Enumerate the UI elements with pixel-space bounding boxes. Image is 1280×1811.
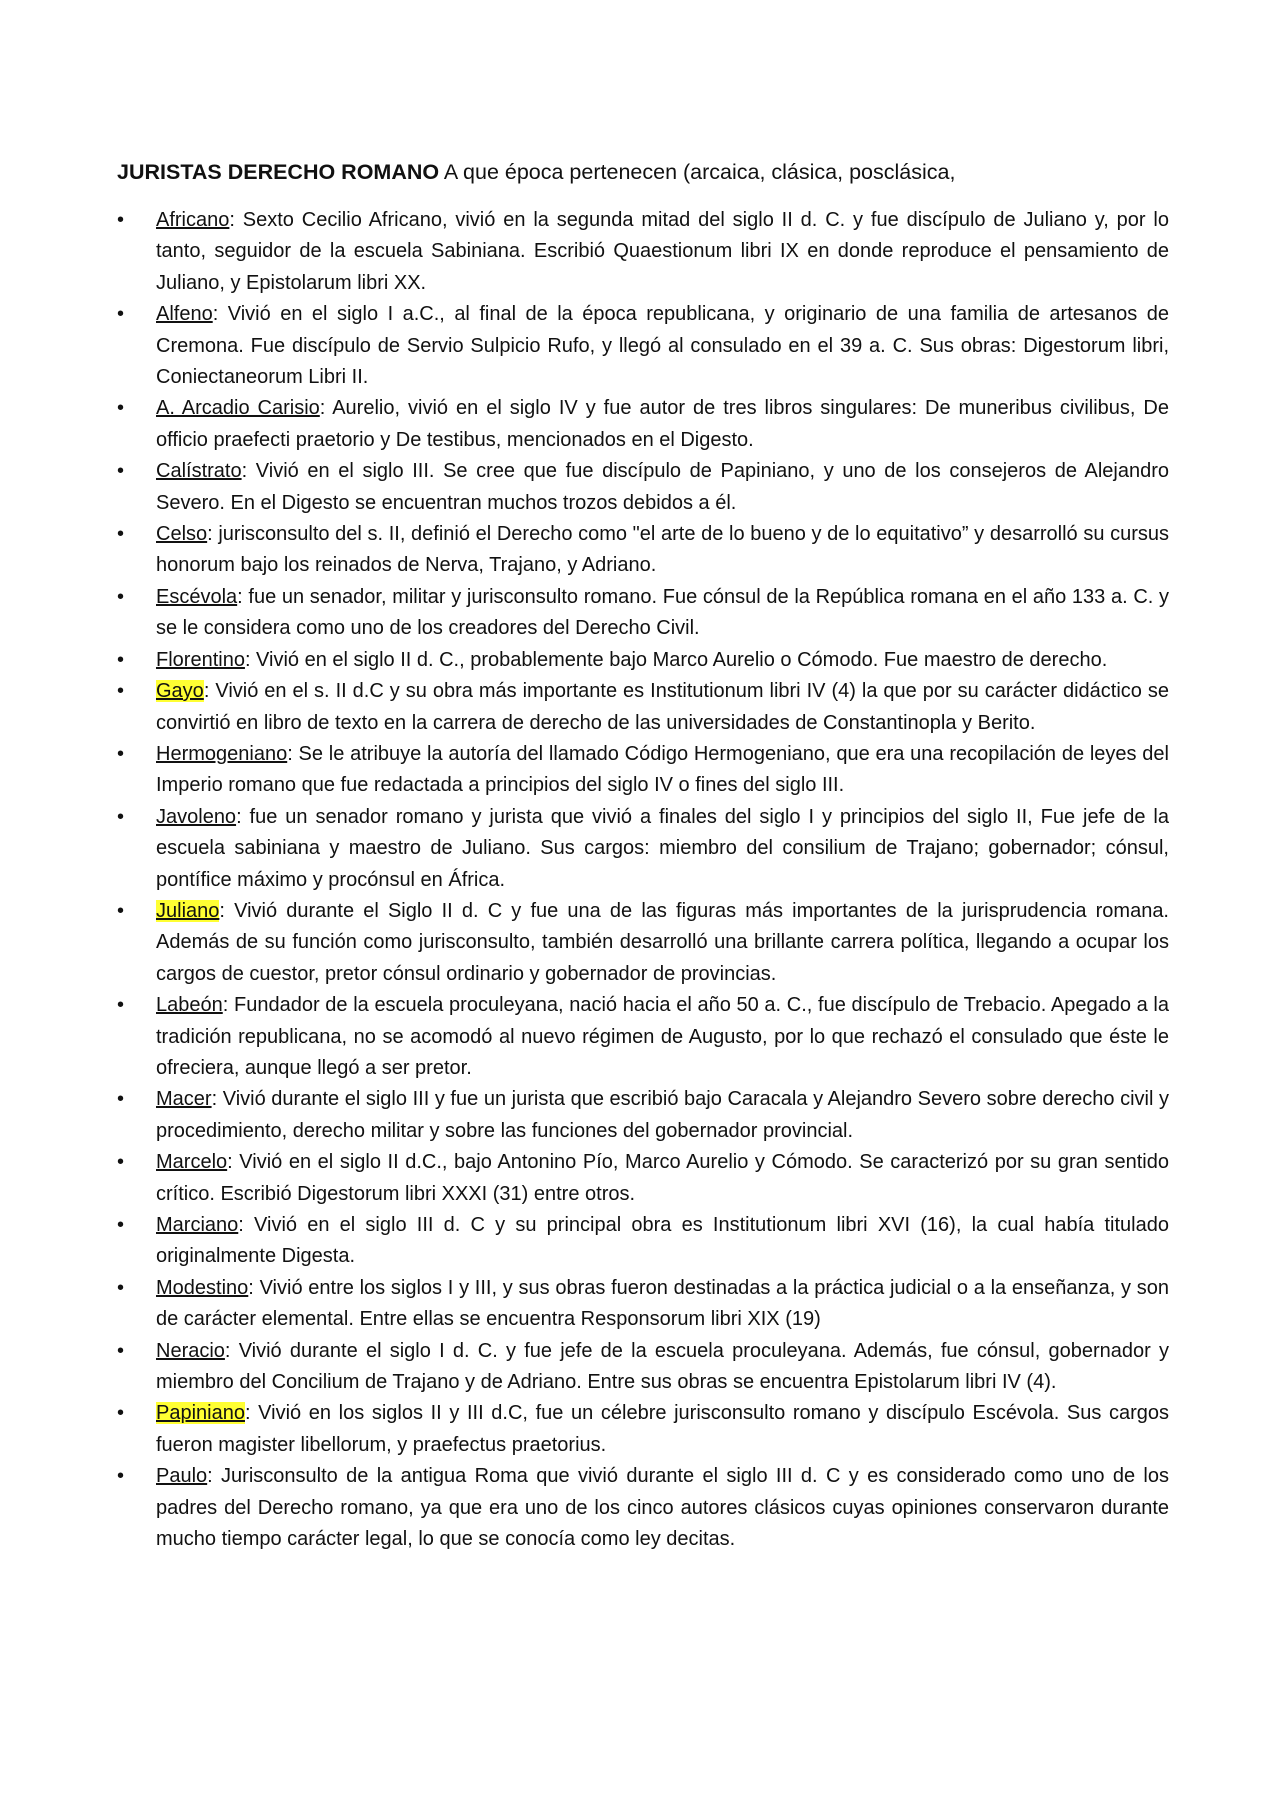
jurist-name: Hermogeniano — [156, 742, 288, 765]
list-item — [117, 582, 1169, 645]
jurist-description: : Vivió en el siglo III d. C y su principal obra es Institutionum libri XVI (16), la cual había titulado originalmente Digesta. — [156, 1214, 1169, 1268]
jurist-name: Alfeno — [156, 303, 213, 326]
bullet-icon: • — [117, 1088, 125, 1111]
jurist-description: : Vivió durante el siglo III y fue un jurista que escribió bajo Caracala y Alejandro Severo sobre derecho civil y procedimiento, derecho militar y sobre las funciones del gobernador provincial. — [156, 1088, 1169, 1142]
bullet-icon: • — [117, 523, 125, 546]
jurist-description: : Vivió en los siglos II y III d.C, fue un célebre jurisconsulto romano y discípulo Escévola. Sus cargos fueron magister libellorum, y praefectus praetorius. — [156, 1402, 1169, 1456]
jurist-description: : Vivió en el s. II d.C y su obra más importante es Institutionum libri IV (4) la que por su carácter didáctico se convirtió en libro de texto en la carrera de derecho de las universidades de Constantinopla y Berito. — [156, 680, 1169, 734]
list-item — [117, 802, 1169, 896]
jurist-name: Labeón — [156, 994, 223, 1017]
list-item — [117, 299, 1169, 393]
bullet-icon: • — [117, 742, 125, 765]
bullet-icon: • — [117, 1214, 125, 1236]
list-item — [117, 1084, 1169, 1147]
jurist-description: : Vivió entre los siglos I y III, y sus obras fueron destinadas a la práctica judicial o a la enseñanza, y son de carácter elemental. Entre ellas se encuentra Responsorum libri XIX (19) — [156, 1276, 1169, 1331]
jurist-description: : Se le atribuye la autoría del llamado Código Hermogeniano, que era una recopilación de leyes del Imperio romano que fue redactada a principios del siglo IV o fines del siglo III. — [156, 742, 1169, 797]
jurist-description: : Fundador de la escuela proculeyana, nació hacia el año 50 a. C., fue discípulo de Trebacio. Apegado a la tradición republicana, no se acomodó al nuevo régimen de Augusto, por lo que rechazó el consulado que éste le ofreciera, aunque llegó a ser pretor. — [156, 994, 1169, 1079]
bullet-icon: • — [117, 1339, 125, 1362]
bullet-icon: • — [117, 1276, 125, 1299]
jurist-description: : Vivió en el siglo II d.C., bajo Antonino Pío, Marco Aurelio y Cómodo. Se caracterizó por su gran sentido crítico. Escribió Digestorum libri XXXI (31) entre otros. — [156, 1151, 1169, 1205]
jurist-name: Escévola — [156, 585, 238, 608]
list-item — [117, 519, 1169, 582]
bullet-icon: • — [117, 805, 125, 828]
list-item — [117, 456, 1169, 519]
list-item — [117, 1336, 1169, 1399]
bullet-icon: • — [117, 1465, 125, 1488]
document-title-bold: JURISTAS DERECHO ROMANO — [117, 160, 440, 184]
bullet-icon: • — [117, 680, 125, 703]
jurist-name: Marcelo — [156, 1151, 228, 1174]
bullet-icon: • — [117, 209, 125, 231]
list-item — [117, 739, 1169, 802]
bullet-icon: • — [117, 303, 125, 326]
jurist-name: Marciano — [156, 1214, 239, 1236]
jurist-name: Gayo — [156, 680, 204, 703]
list-item — [117, 205, 1169, 299]
list-item — [117, 1210, 1169, 1273]
jurist-description: : jurisconsulto del s. II, definió el Derecho como "el arte de lo bueno y de lo equitativo” y desarrolló su cursus honorum bajo los reinados de Nerva, Trajano, y Adriano. — [156, 523, 1169, 577]
jurist-name: Celso — [156, 523, 208, 546]
list-item — [117, 1147, 1169, 1210]
bullet-icon: • — [117, 648, 125, 671]
jurist-description: : fue un senador, militar y jurisconsulto romano. Fue cónsul de la República romana en el año 133 a. C. y se le considera como uno de los creadores del Derecho Civil. — [156, 585, 1169, 640]
jurist-description: : Aurelio, vivió en el siglo IV y fue autor de tres libros singulares: De muneribus civilibus, De officio praefecti praetorio y De testibus, mencionados en el Digesto. — [156, 397, 1169, 451]
document-title-rest: A que época pertenecen (arcaica, clásica, posclásica, — [439, 160, 956, 184]
list-item — [117, 1461, 1169, 1555]
jurist-name: A. Arcadio Carisio — [156, 397, 320, 420]
jurist-description: : Vivió durante el Siglo II d. C y fue una de las figuras más importantes de la jurisprudencia romana. Además de su función como jurisconsulto, también desarrolló una brillante carrera política, llegando a ocupar los cargos de cuestor, pretor cónsul ordinario y gobernador de provincias. — [156, 899, 1169, 985]
jurist-description: : Vivió en el siglo III. Se cree que fue discípulo de Papiniano, y uno de los consejeros de Alejandro Severo. En el Digesto se encuentran muchos trozos debidos a él. — [156, 460, 1169, 514]
jurist-description: : Vivió durante el siglo I d. C. y fue jefe de la escuela proculeyana. Además, fue cónsul, gobernador y miembro del Concilium de Trajano y de Adriano. Entre sus obras se encuentra Epistolarum libri IV (4). — [156, 1339, 1169, 1394]
jurist-description: : Vivió en el siglo I a.C., al final de la época republicana, y originario de una familia de artesanos de Cremona. Fue discípulo de Servio Sulpicio Rufo, y llegó al consulado en el 39 a. C. Sus obras: Digestorum libri, Coniectaneorum Libri II. — [156, 303, 1169, 389]
bullet-icon: • — [117, 585, 125, 608]
jurist-name: Juliano — [156, 899, 220, 922]
list-item — [117, 896, 1169, 990]
jurist-name: Paulo — [156, 1465, 208, 1488]
jurist-name: Florentino — [156, 648, 245, 671]
jurist-description: : fue un senador romano y jurista que vivió a finales del siglo I y principios del siglo II, Fue jefe de la escuela sabiniana y maestro de Juliano. Sus cargos: miembro del consilium de Trajano; gobernador; cónsul, pontífice máximo y procónsul en África. — [156, 805, 1169, 891]
list-item — [117, 990, 1169, 1084]
jurists-list — [117, 205, 1169, 1555]
jurist-description: : Sexto Cecilio Africano, vivió en la segunda mitad del siglo II d. C. y fue discípulo de Juliano y, por lo tanto, seguidor de la escuela Sabiniana. Escribió Quaestionum libri IX en donde reproduce el pensamiento de Juliano, y Epistolarum libri XX. — [156, 209, 1169, 294]
jurist-name: Modestino — [156, 1276, 249, 1299]
list-item — [117, 393, 1169, 456]
document-title — [117, 156, 955, 188]
jurist-description: : Jurisconsulto de la antigua Roma que vivió durante el siglo III d. C y es considerado como uno de los padres del Derecho romano, ya que era uno de los cinco autores clásicos cuyas opiniones conservaron durante mucho tiempo carácter legal, lo que se conocía como ley decitas. — [156, 1465, 1169, 1551]
jurist-name: Javoleno — [156, 805, 237, 828]
bullet-icon: • — [117, 1151, 125, 1174]
bullet-icon: • — [117, 1402, 125, 1425]
list-item — [117, 1398, 1169, 1461]
list-item — [117, 645, 1169, 676]
jurist-name: Africano — [156, 209, 230, 231]
bullet-icon: • — [117, 899, 125, 922]
bullet-icon: • — [117, 397, 125, 420]
list-item — [117, 1273, 1169, 1336]
jurist-name: Macer — [156, 1088, 212, 1111]
jurist-description: : Vivió en el siglo II d. C., probablemente bajo Marco Aurelio o Cómodo. Fue maestro de derecho. — [244, 648, 1108, 671]
bullet-icon: • — [117, 460, 125, 483]
jurist-name: Papiniano — [156, 1402, 245, 1425]
bullet-icon: • — [117, 994, 125, 1017]
jurist-name: Neracio — [156, 1339, 225, 1362]
list-item — [117, 676, 1169, 739]
jurist-name: Calístrato — [156, 460, 242, 483]
